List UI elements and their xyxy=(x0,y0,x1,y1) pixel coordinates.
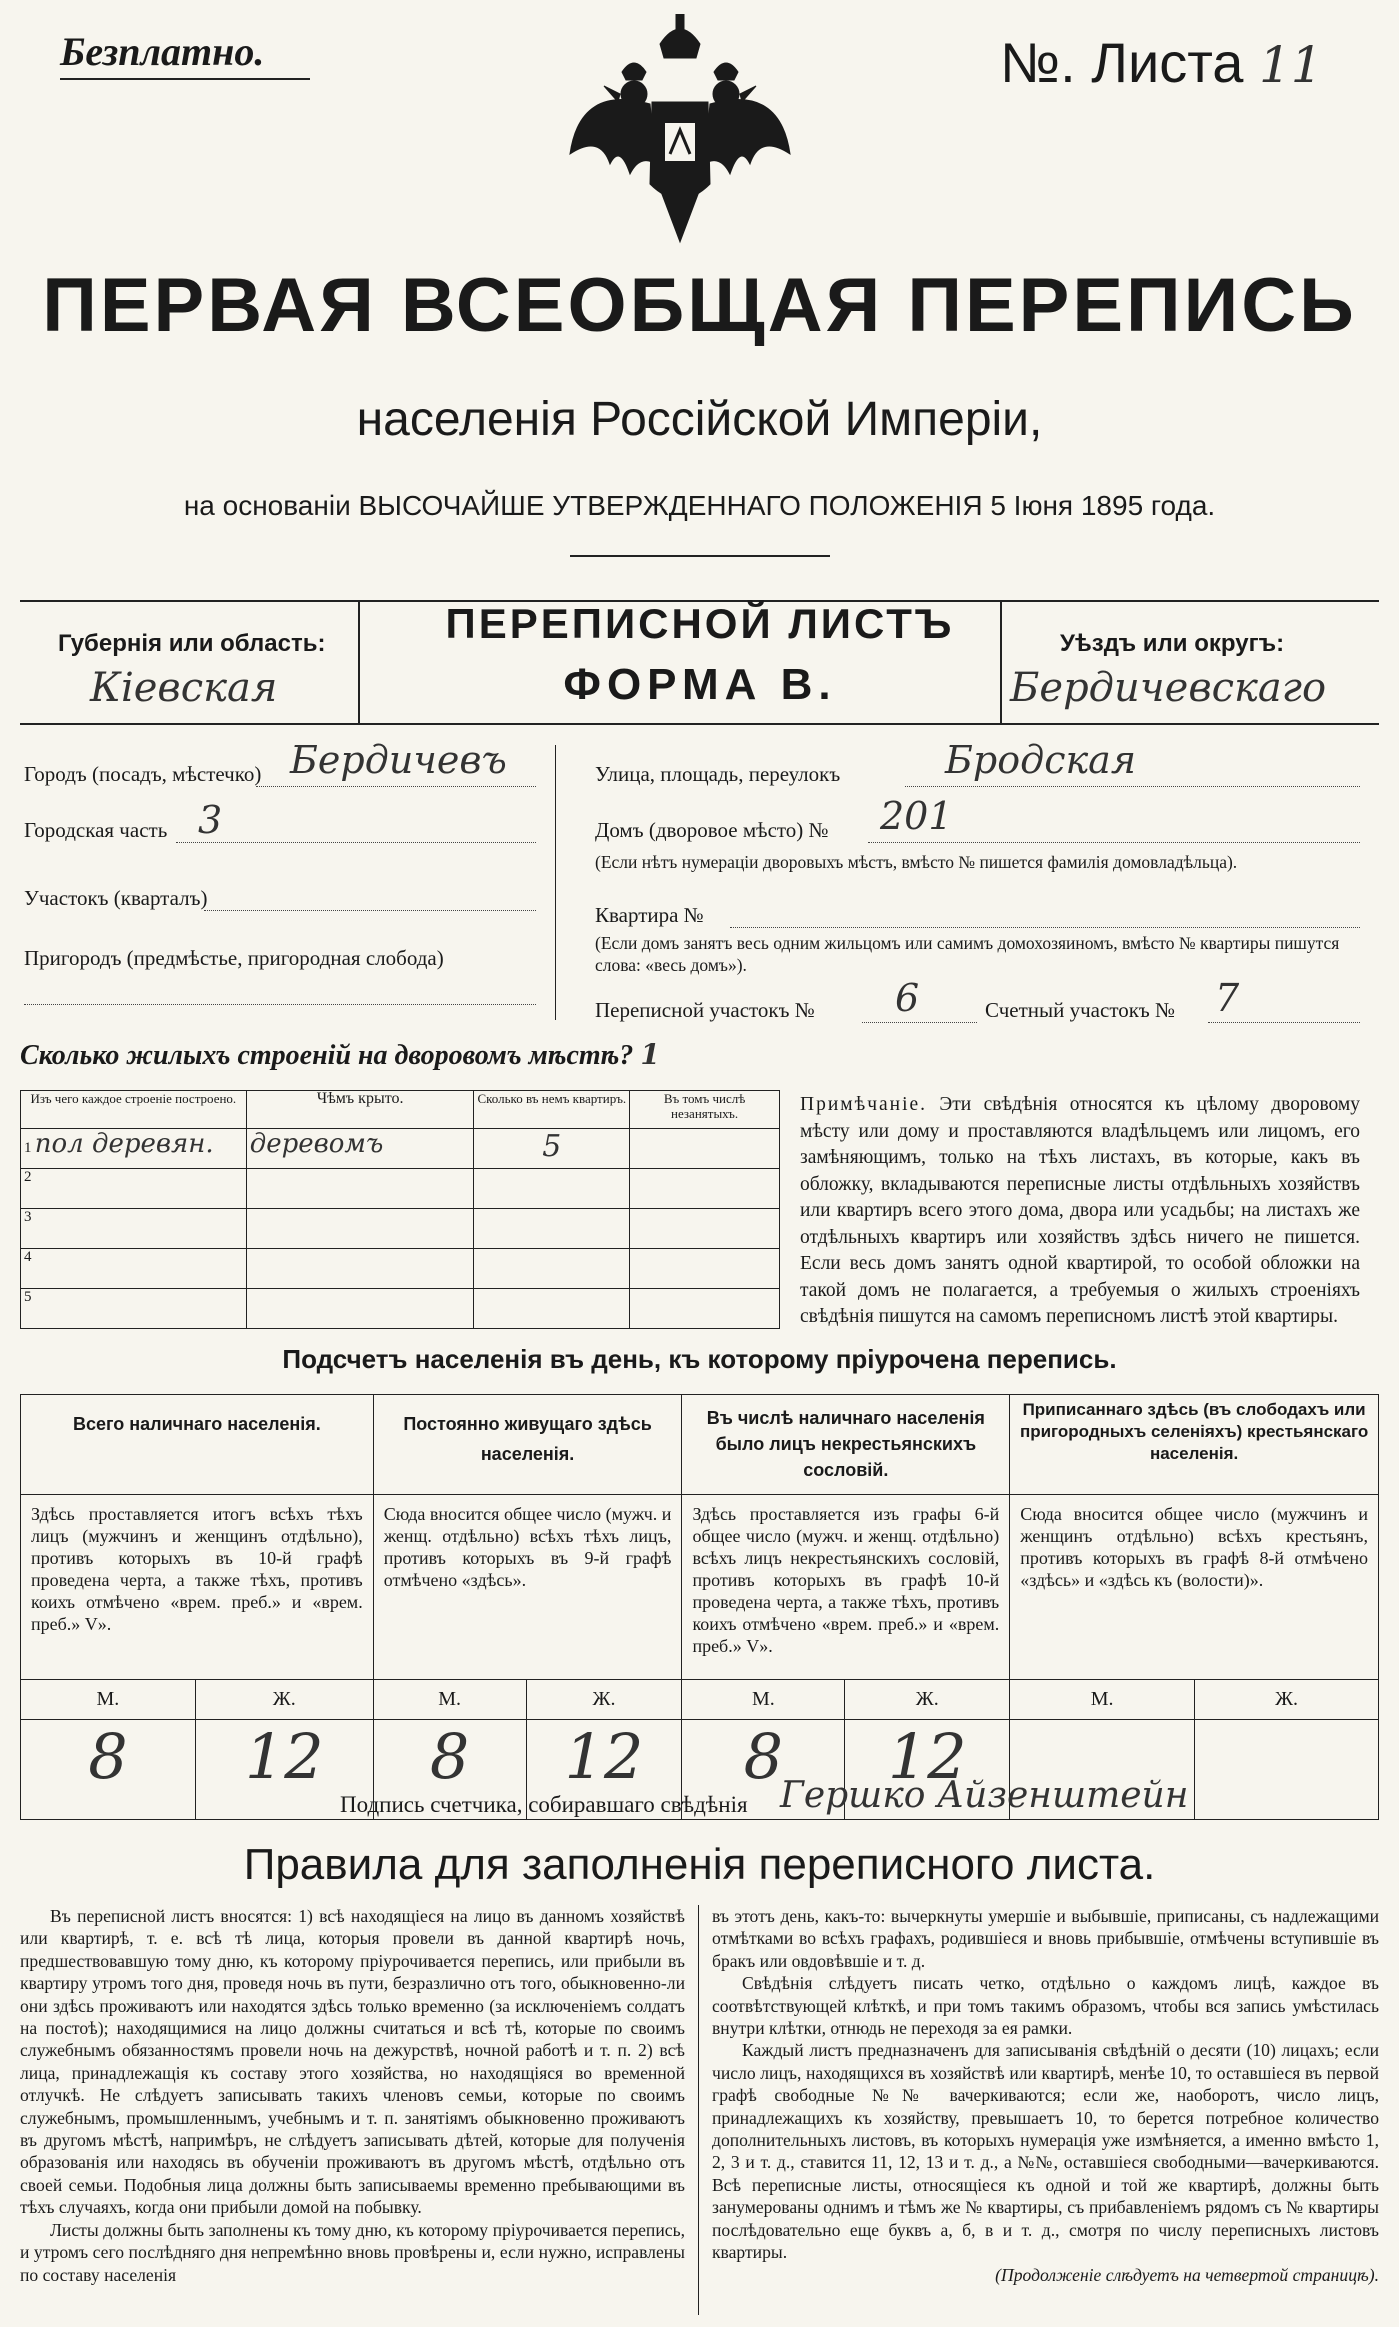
signature-value: Гершко Айзенштейн xyxy=(780,1775,1189,1816)
buildings-cell xyxy=(630,1289,780,1329)
female-label: Ж. xyxy=(1195,1680,1379,1720)
uezd-label: Уѣздъ или округъ: xyxy=(1060,630,1285,657)
buildings-header-material: Изъ чего каждое строеніе построено. xyxy=(21,1091,247,1129)
buildings-answer: 1 xyxy=(640,1038,660,1071)
table-row xyxy=(21,1209,780,1249)
count-desc-total: Здѣсь проставляется итогъ всѣхъ тѣхъ лицъ (мужчинъ и женщинъ отдѣльно), противъ которыхъ въ 10-й графѣ проведена черта, а также тѣхъ, противъ коихъ отмѣчено «врем. преб.» и «врем. преб.» V». xyxy=(21,1495,374,1680)
flat-line xyxy=(730,927,1360,928)
nonpeasant-female-value: 12 xyxy=(845,1720,1010,1820)
count-section-value: 7 xyxy=(1215,976,1240,1020)
count-section-label: Счетный участокъ № xyxy=(985,998,1176,1022)
sheet-number-value: 11 xyxy=(1258,36,1323,94)
page-subtitle: населенія Россійской Имперіи, xyxy=(356,393,1043,446)
table-row xyxy=(21,1169,780,1209)
rules-continuation: (Продолженіе слѣдуетъ на четвертой страницѣ). xyxy=(995,2264,1379,2285)
count-section-line xyxy=(1208,1022,1360,1023)
street-line xyxy=(905,786,1360,787)
total-female-value: 12 xyxy=(195,1720,373,1820)
rules-paragraph: Листы должны быть заполнены къ тому дню, къ которому пріурочивается перепись, и утромъ сего послѣдняго дня непремѣнно вновь провѣрены и, если нужно, исправлены по составу населенія xyxy=(20,2219,685,2285)
count-header-total: Всего наличнаго населенія. xyxy=(21,1395,374,1495)
gubernia-value: Кіевская xyxy=(90,665,278,711)
peasant-female-value xyxy=(1195,1720,1379,1820)
street-label: Улица, площадь, переулокъ xyxy=(595,762,841,786)
column-divider xyxy=(698,1905,699,2315)
buildings-cell: 5 xyxy=(21,1289,247,1329)
city-value: Бердичевъ xyxy=(290,738,507,782)
double-headed-eagle-icon xyxy=(560,14,800,244)
rules-paragraph: Свѣдѣнія слѣдуетъ писать четко, отдѣльно о каждомъ лицѣ, каждое въ соотвѣтствующей клѣткѣ, и при томъ такимъ образомъ, чтобы вся запись умѣстилась внутри клѣтки, отнюдь не переходя за ея рамки. xyxy=(712,1973,1379,2039)
free-label: Безплатно. xyxy=(60,29,265,74)
buildings-question xyxy=(20,1038,660,1072)
buildings-cell: 1 пол деревян. xyxy=(21,1129,247,1169)
city-part-line xyxy=(176,842,536,843)
city-label: Городъ (посадъ, мѣстечко) xyxy=(24,762,262,786)
rules-title: Правила для заполненія переписного листа. xyxy=(243,1840,1156,1889)
house-label: Домъ (дворовое мѣсто) № xyxy=(595,818,829,842)
rules-column-left xyxy=(20,1905,685,2286)
buildings-cell: 2 xyxy=(21,1169,247,1209)
rules-paragraph: въ этотъ день, какъ-то: вычеркнуты умершіе и выбывшіе, приписаны, съ надлежащими отмѣтками во всѣхъ графахъ, родившіеся и вновь прибывшіе, отмѣчены вступившіе въ бракъ или овдовѣвшіе и т. д. xyxy=(712,1906,1379,1971)
female-label: Ж. xyxy=(845,1680,1010,1720)
house-note: (Если нѣтъ нумераціи дворовыхъ мѣстъ, вмѣсто № пишется фамилія домовладѣльца). xyxy=(595,852,1238,872)
address-divider xyxy=(555,745,556,1020)
street-value: Бродская xyxy=(945,738,1137,782)
count-desc-peasant: Сюда вносится общее число (мужчинъ и женщинъ отдѣльно) всѣхъ крестьянъ, противъ которыхъ въ графѣ 8-й отмѣчено «здѣсь» и «здѣсь къ (волости)». xyxy=(1010,1495,1379,1680)
gubernia-label: Губернія или область: xyxy=(58,630,326,657)
city-part-value: 3 xyxy=(198,798,223,842)
house-value: 201 xyxy=(880,794,953,838)
census-section-label: Переписной участокъ № xyxy=(595,998,815,1022)
sheet-number-label: №. Листа xyxy=(1000,31,1244,94)
buildings-cell: 5 xyxy=(474,1129,630,1169)
census-section-line xyxy=(862,1022,977,1023)
form-name: ФОРМА В. xyxy=(563,660,837,709)
buildings-header-flats: Сколько въ немъ квартиръ. xyxy=(474,1091,630,1129)
table-row xyxy=(21,1289,780,1329)
male-label: М. xyxy=(682,1680,845,1720)
buildings-cell xyxy=(474,1289,630,1329)
buildings-question-text: Сколько жилыхъ строеній на дворовомъ мѣстѣ? xyxy=(20,1040,634,1071)
sheet-title: ПЕРЕПИСНОЙ ЛИСТЪ xyxy=(445,600,955,647)
city-line xyxy=(256,786,536,787)
buildings-cell xyxy=(630,1249,780,1289)
table-row xyxy=(21,1129,780,1169)
section-line xyxy=(204,910,536,911)
buildings-header-roof: Чѣмъ крыто. xyxy=(246,1091,474,1129)
table-row xyxy=(21,1249,780,1289)
buildings-cell xyxy=(474,1249,630,1289)
flat-note: (Если домъ занятъ весь одним жильцомъ или самимъ домохозяиномъ, вмѣсто № квартиры пишутся слова: «весь домъ»). xyxy=(595,933,1340,975)
buildings-cell xyxy=(630,1129,780,1169)
buildings-cell: 3 xyxy=(21,1209,247,1249)
female-label: Ж. xyxy=(526,1680,682,1720)
free-underline xyxy=(60,78,310,80)
male-label: М. xyxy=(373,1680,526,1720)
total-male-value: 8 xyxy=(21,1720,196,1820)
city-part-label: Городская часть xyxy=(24,818,168,842)
page-title: ПЕРВАЯ ВСЕОБЩАЯ ПЕРЕПИСЬ xyxy=(42,263,1357,348)
legal-basis: на основаніи ВЫСОЧАЙШЕ УТВЕРЖДЕННАГО ПОЛОЖЕНІЯ 5 Іюня 1895 года. xyxy=(183,490,1216,521)
buildings-cell xyxy=(246,1209,474,1249)
divider xyxy=(570,555,830,557)
count-header-nonpeasant: Въ числѣ наличнаго населенія было лицъ некрестьянскихъ сословій. xyxy=(682,1395,1010,1495)
house-line xyxy=(868,842,1360,843)
buildings-cell xyxy=(474,1169,630,1209)
sheet-number xyxy=(1000,30,1323,95)
permanent-female-value: 12 xyxy=(526,1720,682,1820)
buildings-cell xyxy=(246,1169,474,1209)
signature-label: Подпись счетчика, собиравшаго свѣдѣнія xyxy=(340,1792,748,1817)
buildings-cell xyxy=(474,1209,630,1249)
population-count-table xyxy=(20,1394,1379,1820)
census-section-value: 6 xyxy=(895,976,920,1020)
note-text: Эти свѣдѣнія относятся къ цѣлому дворовому мѣсту или дому и проставляются владѣльцемъ или лицомъ, его замѣняющимъ, только на тѣхъ листахъ, въ которые, какъ въ обложку, вкладываются переписные листы отдѣльныхъ хозяйствъ или квартиръ всего этого дома, двора или усадьбы; на листахъ же отдѣльныхъ квартиръ или хозяйствъ здѣсь ничего не пишется. Если весь домъ занятъ одной квартирой, то особой обложки на такой домъ не полагается, а требуемыя о жилыхъ строеніяхъ свѣдѣнія пишутся на самомъ переписномъ листѣ этой квартиры. xyxy=(800,1094,1361,1327)
suburb-label: Пригородъ (предмѣстье, пригородная слобода) xyxy=(24,946,444,970)
count-title: Подсчетъ населенія въ день, къ которому пріурочена перепись. xyxy=(282,1344,1117,1374)
count-desc-nonpeasant: Здѣсь проставляется изъ графы 6-й общее число (мужч. и женщ. отдѣльно) всѣхъ лицъ некрестьянскихъ сословій, противъ которыхъ въ графѣ 10-й проведена черта, а также тѣхъ, противъ коихъ отмѣчено «врем. преб.» и «врем. преб.» V». xyxy=(682,1495,1010,1680)
uezd-value: Бердичевскаго xyxy=(1010,665,1327,711)
buildings-cell: 4 xyxy=(21,1249,247,1289)
male-label: М. xyxy=(21,1680,196,1720)
flat-label: Квартира № xyxy=(595,903,704,927)
nonpeasant-male-value: 8 xyxy=(682,1720,845,1820)
male-label: М. xyxy=(1010,1680,1195,1720)
buildings-header-vacant: Въ томъ числѣ незанятыхъ. xyxy=(630,1091,780,1129)
section-label: Участокъ (кварталъ) xyxy=(24,886,208,910)
buildings-cell xyxy=(246,1289,474,1329)
female-label: Ж. xyxy=(195,1680,373,1720)
suburb-line xyxy=(24,1004,536,1005)
rules-paragraph: Въ переписной листъ вносятся: 1) всѣ находящіеся на лицо въ данномъ хозяйствѣ или квартирѣ, т. е. всѣ тѣ лица, которыя провели въ данной квартирѣ ночь, предшествовавшую тому дню, къ которому пріурочивается перепись, или прибыли въ квартиру утромъ того дня, проведя ночь въ пути, безразлично отъ того, обыкновенно-ли они здѣсь проживаютъ или находятся здѣсь только временно (за исключеніемъ солдатъ на постоѣ); находящимися на лицо должны считаться и всѣ тѣ, которые по своимъ служебнымъ обязанностямъ провели ночь на дежурствѣ, ночной работѣ и т. п. 2) всѣ лица, принадлежащія къ составу этого хозяйства, но находящіяся во временной отлучкѣ. Не слѣдуетъ записывать такихъ членовъ семьи, которые по своимъ служебнымъ, промышленнымъ, учебнымъ и т. п. занятіямъ обыкновенно проживаютъ въ другомъ мѣстѣ, напримѣръ, не слѣдуетъ записывать дѣтей, которые для полученія образованія или находясь въ обученіи проживаютъ въ другомъ мѣстѣ, отдѣльно отъ своей семьи. Подобныя лица должны быть записываемы временно пребывающими въ тѣхъ случаяхъ, когда они прибыли домой на побывку. xyxy=(20,1906,685,2218)
rules-column-right xyxy=(712,1905,1379,2286)
buildings-cell xyxy=(630,1169,780,1209)
rules-paragraph: Каждый листъ предназначенъ для записыванія свѣдѣній о десяти (10) лицахъ; если число лицъ, находящихся въ хозяйствѣ или квартирѣ, менѣе 10, то оставшіеся въ первой графѣ свободные №№ вачеркиваются; если же, наоборотъ, число лицъ, принадлежащихъ къ хозяйству, превышаетъ 10, то берется потребное количество дополнительныхъ листовъ, въ которыхъ нумерація уже измѣняется, а именно вмѣсто 1, 2, 3 и т. д., ставится 11, 12, 13 и т. д., а №№, оставшіеся свободными—вачеркиваются. Всѣ переписные листы, относящіеся къ одной и той же квартирѣ, должны быть занумерованы однимъ и тѣмъ же № квартиры, съ прибавленіемъ рядомъ съ № квартиры послѣдовательно еще буквъ а, б, в и т. д., смотря по числу переписныхъ листовъ квартиры. xyxy=(712,2040,1379,2263)
count-desc-permanent: Сюда вносится общее число (мужч. и женщ. отдѣльно) всѣхъ тѣхъ лицъ, противъ которыхъ въ 9-й графѣ отмѣчено «здѣсь». xyxy=(373,1495,682,1680)
buildings-table xyxy=(20,1090,780,1329)
count-header-peasant: Приписаннаго здѣсь (въ слободахъ или пригородныхъ селеніяхъ) крестьянскаго населенія. xyxy=(1010,1395,1379,1495)
note-label: Примѣчаніе. xyxy=(800,1094,928,1115)
permanent-male-value: 8 xyxy=(373,1720,526,1820)
count-header-permanent: Постоянно живущаго здѣсь населенія. xyxy=(373,1395,682,1495)
buildings-cell xyxy=(246,1249,474,1289)
buildings-cell: деревомъ xyxy=(246,1129,474,1169)
buildings-cell xyxy=(630,1209,780,1249)
buildings-note xyxy=(800,1092,1360,1331)
